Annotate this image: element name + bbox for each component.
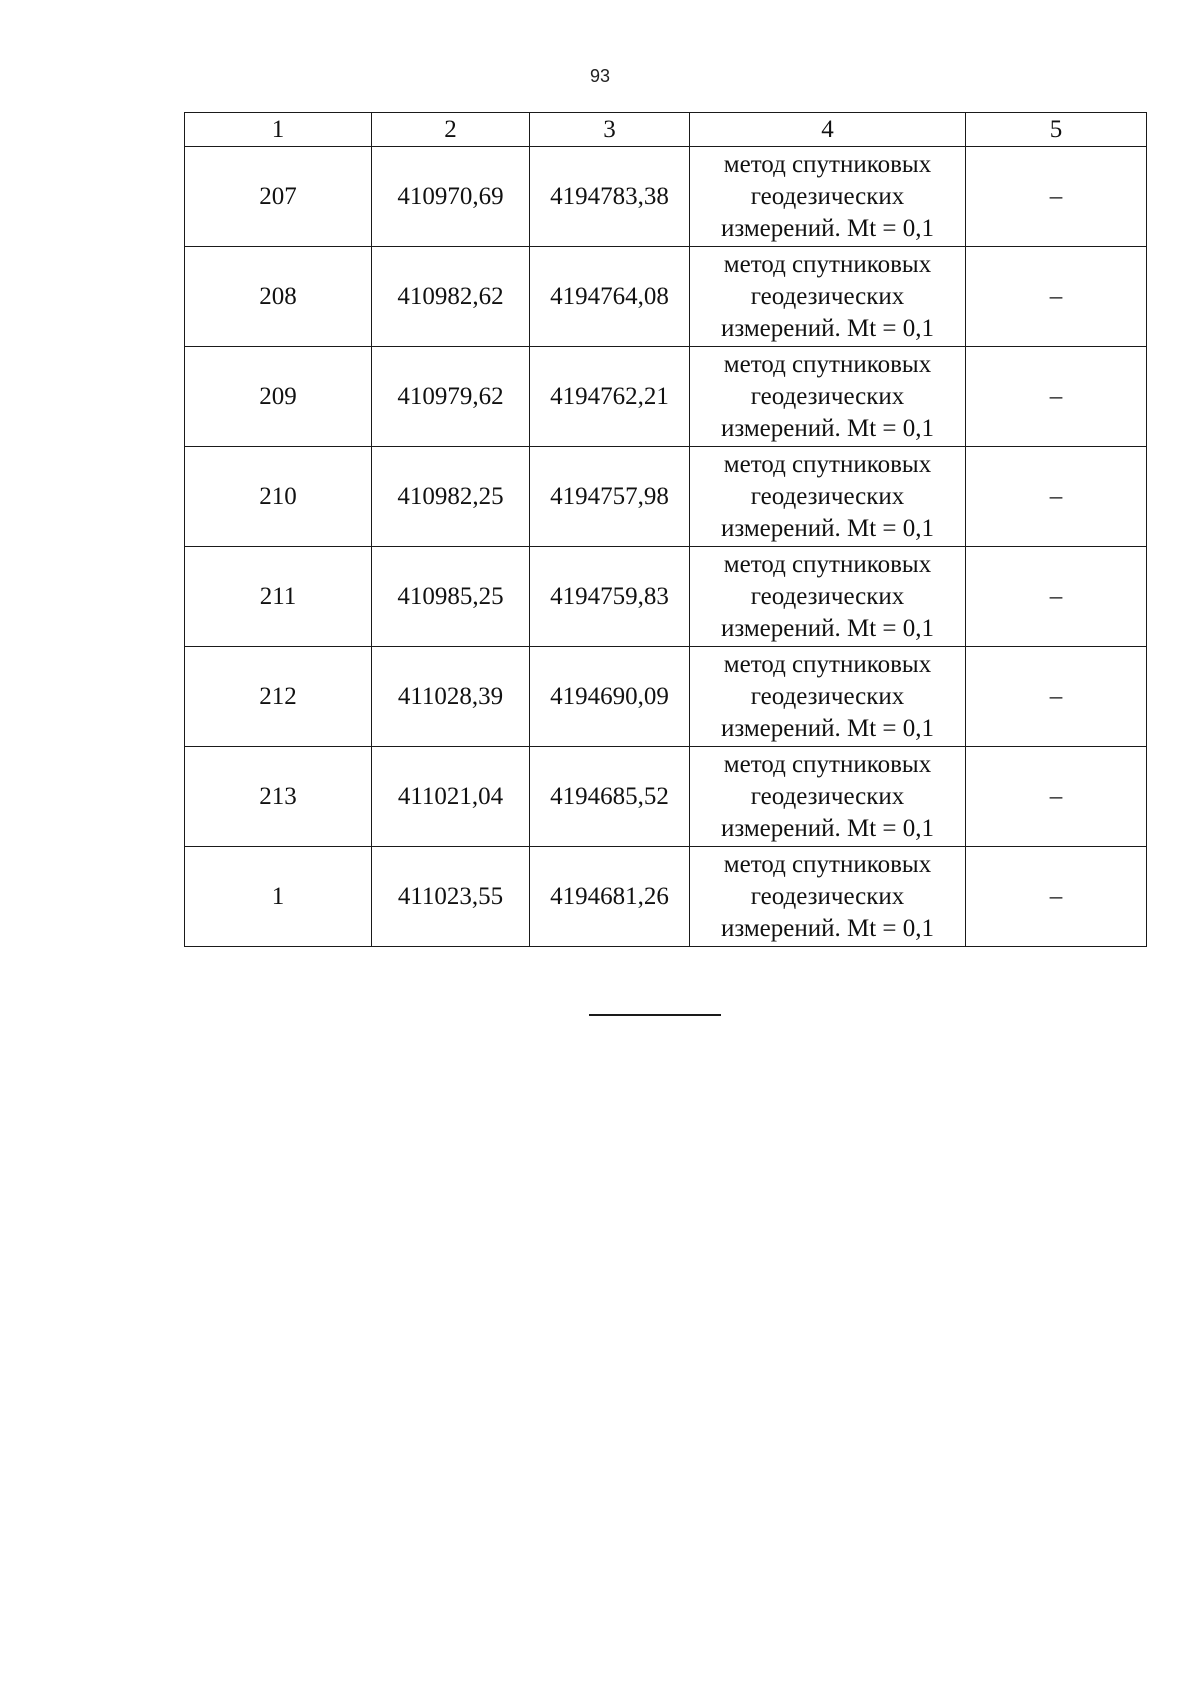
page-number: 93 bbox=[589, 66, 611, 86]
method-line: измерений. Mt = 0,1 bbox=[720, 614, 935, 642]
coordinates-table bbox=[184, 112, 1147, 947]
x-coordinate-cell: 410982,62 bbox=[372, 247, 530, 347]
table-row bbox=[185, 747, 1147, 847]
method-line: измерений. Mt = 0,1 bbox=[720, 314, 935, 342]
method-line: измерений. Mt = 0,1 bbox=[720, 714, 935, 742]
method-line: измерений. Mt = 0,1 bbox=[720, 414, 935, 442]
method-cell bbox=[690, 547, 966, 647]
y-coordinate-cell: 4194762,21 bbox=[530, 347, 690, 447]
method-line: геодезических bbox=[750, 682, 905, 710]
note-cell: – bbox=[966, 747, 1147, 847]
method-line: геодезических bbox=[750, 282, 905, 310]
note-cell: – bbox=[966, 547, 1147, 647]
y-coordinate-cell: 4194690,09 bbox=[530, 647, 690, 747]
note-cell: – bbox=[966, 647, 1147, 747]
y-coordinate-cell: 4194783,38 bbox=[530, 147, 690, 247]
x-coordinate-cell: 411028,39 bbox=[372, 647, 530, 747]
column-header: 1 bbox=[185, 113, 372, 147]
note-cell: – bbox=[966, 147, 1147, 247]
x-coordinate-cell: 410979,62 bbox=[372, 347, 530, 447]
method-line: геодезических bbox=[750, 182, 905, 210]
table-row bbox=[185, 547, 1147, 647]
method-cell bbox=[690, 247, 966, 347]
point-number-cell: 210 bbox=[185, 447, 372, 547]
note-cell: – bbox=[966, 447, 1147, 547]
y-coordinate-cell: 4194757,98 bbox=[530, 447, 690, 547]
method-line: геодезических bbox=[750, 882, 905, 910]
x-coordinate-cell: 411021,04 bbox=[372, 747, 530, 847]
y-coordinate-cell: 4194764,08 bbox=[530, 247, 690, 347]
table-row bbox=[185, 847, 1147, 947]
method-cell bbox=[690, 747, 966, 847]
table-row bbox=[185, 347, 1147, 447]
method-line: метод спутниковых bbox=[723, 150, 932, 178]
method-line: метод спутниковых bbox=[723, 650, 932, 678]
method-line: измерений. Mt = 0,1 bbox=[720, 214, 935, 242]
method-line: метод спутниковых bbox=[723, 450, 932, 478]
method-line: геодезических bbox=[750, 482, 905, 510]
method-line: геодезических bbox=[750, 382, 905, 410]
y-coordinate-cell: 4194759,83 bbox=[530, 547, 690, 647]
point-number-cell: 211 bbox=[185, 547, 372, 647]
column-header: 4 bbox=[690, 113, 966, 147]
method-cell bbox=[690, 347, 966, 447]
method-line: метод спутниковых bbox=[723, 850, 932, 878]
column-header: 3 bbox=[530, 113, 690, 147]
method-line: измерений. Mt = 0,1 bbox=[720, 514, 935, 542]
point-number-cell: 1 bbox=[185, 847, 372, 947]
point-number-cell: 207 bbox=[185, 147, 372, 247]
table-row bbox=[185, 447, 1147, 547]
end-of-table-rule bbox=[589, 1014, 721, 1016]
method-line: геодезических bbox=[750, 582, 905, 610]
note-cell: – bbox=[966, 347, 1147, 447]
method-cell bbox=[690, 847, 966, 947]
method-line: метод спутниковых bbox=[723, 750, 932, 778]
table-row bbox=[185, 247, 1147, 347]
x-coordinate-cell: 410970,69 bbox=[372, 147, 530, 247]
x-coordinate-cell: 410985,25 bbox=[372, 547, 530, 647]
method-line: геодезических bbox=[750, 782, 905, 810]
method-line: измерений. Mt = 0,1 bbox=[720, 814, 935, 842]
method-line: измерений. Mt = 0,1 bbox=[720, 914, 935, 942]
note-cell: – bbox=[966, 847, 1147, 947]
point-number-cell: 208 bbox=[185, 247, 372, 347]
column-header: 2 bbox=[372, 113, 530, 147]
x-coordinate-cell: 411023,55 bbox=[372, 847, 530, 947]
method-line: метод спутниковых bbox=[723, 350, 932, 378]
table-header-row bbox=[185, 113, 1147, 147]
point-number-cell: 212 bbox=[185, 647, 372, 747]
method-cell bbox=[690, 647, 966, 747]
column-header: 5 bbox=[966, 113, 1147, 147]
point-number-cell: 209 bbox=[185, 347, 372, 447]
y-coordinate-cell: 4194685,52 bbox=[530, 747, 690, 847]
method-cell bbox=[690, 447, 966, 547]
point-number-cell: 213 bbox=[185, 747, 372, 847]
method-line: метод спутниковых bbox=[723, 550, 932, 578]
x-coordinate-cell: 410982,25 bbox=[372, 447, 530, 547]
note-cell: – bbox=[966, 247, 1147, 347]
method-line: метод спутниковых bbox=[723, 250, 932, 278]
table-row bbox=[185, 147, 1147, 247]
method-cell bbox=[690, 147, 966, 247]
y-coordinate-cell: 4194681,26 bbox=[530, 847, 690, 947]
table-row bbox=[185, 647, 1147, 747]
